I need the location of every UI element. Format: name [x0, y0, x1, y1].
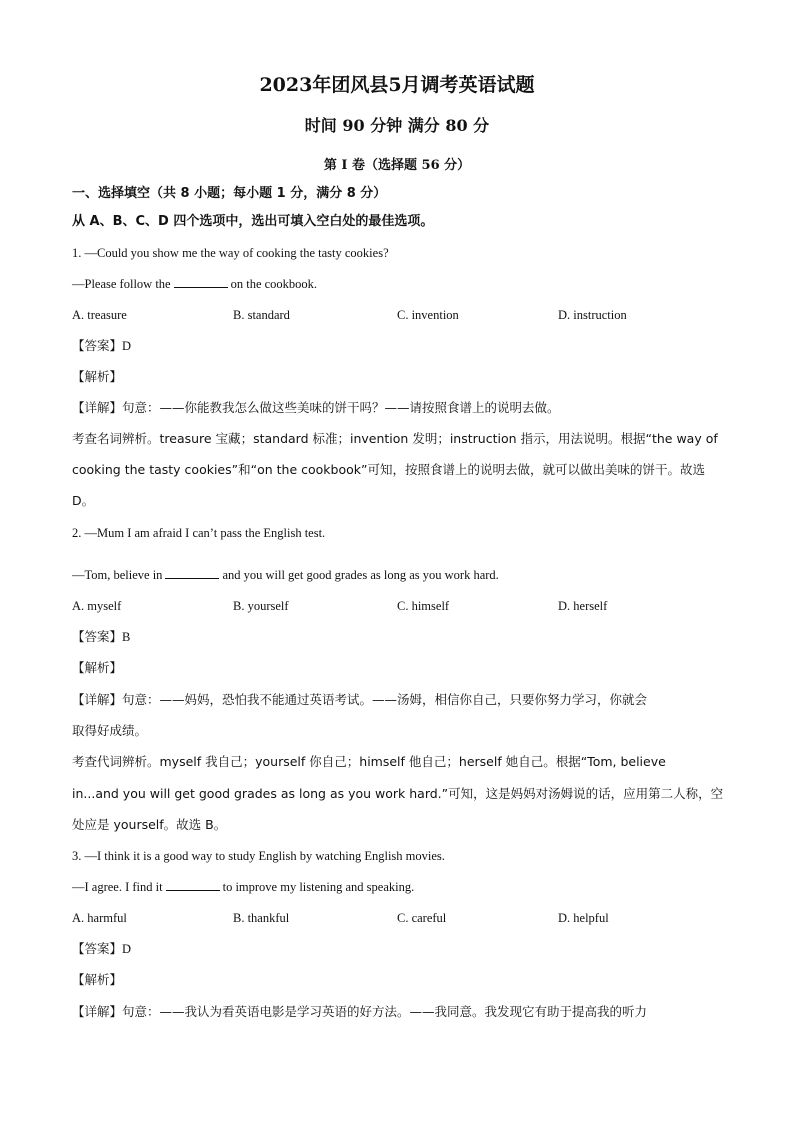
q1-explain-line-2: cooking the tasty cookies”和“on the cookbook”可知，按照食谱上的说明去做，就可以做出美味的饼干。故选 — [72, 462, 705, 477]
q3-response-end: to improve my listening and speaking. — [222, 880, 415, 894]
q3-blank — [166, 880, 220, 891]
q2-option-b: B. yourself — [233, 599, 289, 613]
q1-response — [72, 276, 317, 292]
section-instruction: 从 A、B、C、D 四个选项中，选出可填入空白处的最佳选项。 — [72, 214, 434, 229]
q2-explain-line-1: 考查代词辨析。myself 我自己；yourself 你自己；himself 他自己；herself 她自己。根据“Tom, believe — [72, 754, 666, 769]
q1-option-c: C. invention — [397, 308, 459, 322]
volume-title: 第 I 卷（选择题 56 分） — [323, 158, 471, 173]
q2-detail-line-2: 取得好成绩。 — [72, 723, 148, 738]
q3-answer-value: D — [122, 942, 132, 956]
q2-answer-value: B — [122, 630, 131, 644]
q1-explain-line-1: 考查名词辨析。treasure 宝藏；standard 标准；invention 发明；instruction 指示，用法说明。根据“the way of — [72, 431, 718, 446]
q1-option-b: B. standard — [233, 308, 290, 322]
q3-answer — [72, 941, 131, 957]
q1-detail — [72, 400, 560, 416]
q2-prompt: 2. —Mum I am afraid I can’t pass the English test. — [72, 526, 326, 540]
q1-explain-line-3: D。 — [72, 493, 95, 508]
q1-answer-value: D — [122, 339, 132, 353]
q2-response — [72, 567, 499, 583]
answer-label: 【答案】 — [72, 338, 123, 353]
q2-explain-line-2: in...and you will get good grades as long as you work hard.”可知，这是妈妈对汤姆说的话，应用第二人称，空 — [72, 786, 724, 801]
q3-detail-text: 句意：——我认为看英语电影是学习英语的好方法。——我同意。我发现它有助于提高我的听力 — [122, 1004, 648, 1019]
detail-label: 【详解】 — [72, 1004, 123, 1019]
q1-response-start: —Please follow the — [72, 277, 171, 291]
q3-response — [72, 879, 414, 895]
q1-detail-text: 句意：——你能教我怎么做这些美味的饼干吗？——请按照食谱上的说明去做。 — [122, 400, 560, 415]
q2-option-a: A. myself — [72, 599, 122, 613]
q2-detail-text: 句意：——妈妈，恐怕我不能通过英语考试。——汤姆，相信你自己，只要你努力学习，你就会 — [122, 692, 648, 707]
q1-blank — [174, 277, 228, 288]
answer-label: 【答案】 — [72, 941, 123, 956]
q2-option-c: C. himself — [397, 599, 450, 613]
q3-option-a: A. harmful — [72, 911, 127, 925]
section-heading: 一、选择填空（共 8 小题；每小题 1 分，满分 8 分） — [72, 186, 387, 201]
q2-detail — [72, 692, 647, 708]
q3-option-c: C. careful — [397, 911, 447, 925]
q2-option-d: D. herself — [558, 599, 608, 613]
q2-blank — [165, 568, 219, 579]
q1-option-a: A. treasure — [72, 308, 127, 322]
q3-option-d: D. helpful — [558, 911, 609, 925]
q2-response-end: and you will get good grades as long as you work hard. — [222, 568, 499, 582]
q3-option-b: B. thankful — [233, 911, 290, 925]
q3-response-start: —I agree. I find it — [72, 880, 163, 894]
q1-answer — [72, 338, 131, 354]
q2-explain-line-3: 处应是 yourself。故选 B。 — [72, 817, 227, 832]
q1-prompt: 1. —Could you show me the way of cooking the tasty cookies? — [72, 246, 389, 260]
detail-label: 【详解】 — [72, 400, 123, 415]
q2-analysis-label: 【解析】 — [72, 660, 123, 675]
detail-label: 【详解】 — [72, 692, 123, 707]
q1-option-d: D. instruction — [558, 308, 627, 322]
q1-analysis-label: 【解析】 — [72, 369, 123, 384]
q3-prompt: 3. —I think it is a good way to study English by watching English movies. — [72, 849, 445, 863]
q2-answer — [72, 629, 130, 645]
exam-subtitle: 时间 90 分钟 满分 80 分 — [304, 116, 490, 135]
answer-label: 【答案】 — [72, 629, 123, 644]
q1-response-end: on the cookbook. — [230, 277, 318, 291]
q2-response-start: —Tom, believe in — [72, 568, 163, 582]
exam-title: 2023年团风县5月调考英语试题 — [259, 74, 535, 96]
q3-analysis-label: 【解析】 — [72, 972, 123, 987]
q3-detail — [72, 1004, 647, 1020]
